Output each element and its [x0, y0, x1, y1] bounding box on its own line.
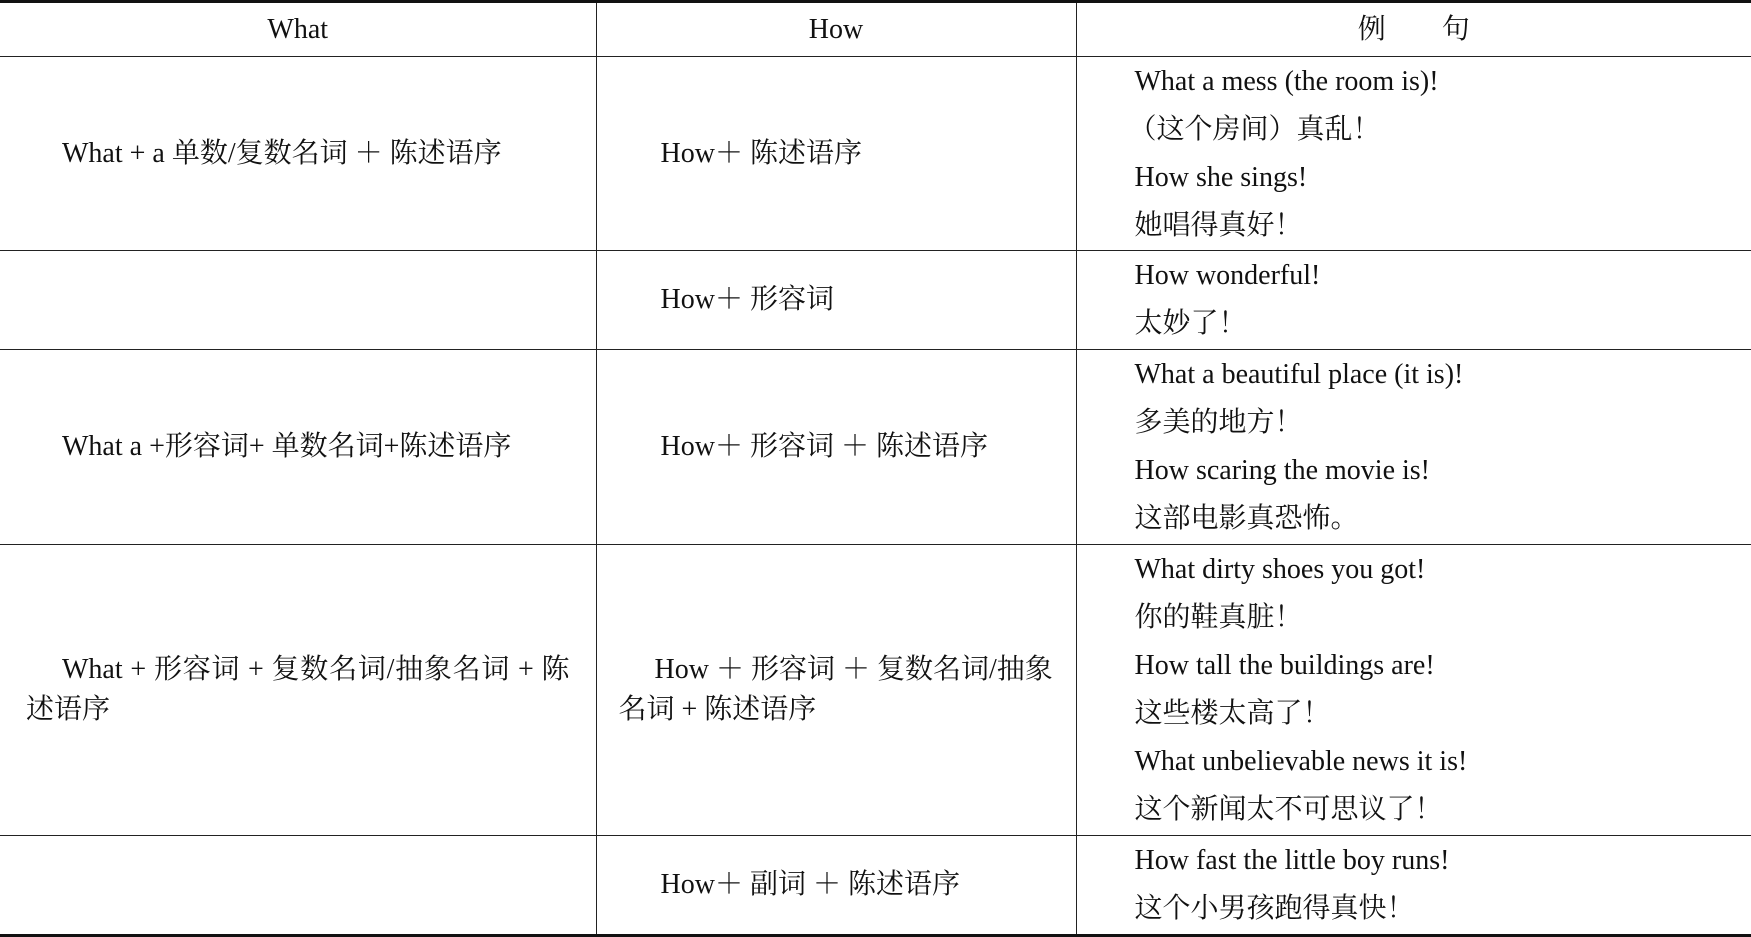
example-translation: 这部电影真恐怖。: [1134, 503, 1359, 534]
what-pattern-cell: What + a 单数/复数名词 ＋ 陈述语序: [0, 57, 596, 251]
example-sentence: What a beautiful place (it is)!: [1134, 359, 1464, 390]
table-row: [0, 350, 1751, 545]
table-row: [0, 251, 1751, 350]
example-sentence: How fast the little boy runs!: [1134, 845, 1450, 876]
header-examples: 例 句: [1076, 2, 1751, 57]
table-header-row: [0, 2, 1751, 57]
what-pattern-cell: What + 形容词 + 复数名词/抽象名词 + 陈述语序: [0, 545, 596, 836]
what-pattern-cell: [0, 251, 596, 350]
examples-cell: [1076, 251, 1751, 350]
example-translation: 她唱得真好！: [1134, 209, 1303, 241]
example-sentence: How scaring the movie is!: [1134, 455, 1430, 486]
example-translation: 你的鞋真脏！: [1134, 602, 1303, 633]
example-translation: 多美的地方！: [1134, 407, 1303, 438]
examples-cell: [1076, 836, 1751, 936]
what-pattern-cell: [0, 836, 596, 936]
example-translation: （这个房间）真乱！: [1128, 113, 1381, 145]
header-what: What: [0, 2, 596, 57]
how-pattern-cell: How＋ 陈述语序: [596, 57, 1076, 251]
examples-cell: [1076, 57, 1751, 251]
example-translation: 这个新闻太不可思议了！: [1134, 794, 1443, 825]
example-translation: 这些楼太高了！: [1134, 698, 1331, 729]
example-sentence: What unbelievable news it is!: [1134, 746, 1468, 777]
example-sentence: How tall the buildings are!: [1134, 650, 1435, 681]
how-pattern-cell: How＋ 副词 ＋ 陈述语序: [596, 836, 1076, 936]
example-translation: 太妙了！: [1134, 308, 1247, 339]
examples-cell: [1076, 350, 1751, 545]
example-sentence: How wonderful!: [1134, 260, 1321, 291]
what-pattern-cell: What a +形容词+ 单数名词+陈述语序: [0, 350, 596, 545]
header-how: How: [596, 2, 1076, 57]
how-pattern-cell: How＋ 形容词: [596, 251, 1076, 350]
table-row: [0, 545, 1751, 836]
how-pattern-cell: How ＋ 形容词 ＋ 复数名词/抽象名词 + 陈述语序: [596, 545, 1076, 836]
example-sentence: What dirty shoes you got!: [1134, 554, 1426, 585]
example-translation: 这个小男孩跑得真快！: [1134, 893, 1415, 924]
table-row: [0, 836, 1751, 936]
example-sentence: How she sings!: [1134, 161, 1308, 193]
example-sentence: What a mess (the room is)!: [1134, 65, 1439, 97]
table-row: [0, 57, 1751, 251]
examples-cell: [1076, 545, 1751, 836]
how-pattern-cell: How＋ 形容词 ＋ 陈述语序: [596, 350, 1076, 545]
